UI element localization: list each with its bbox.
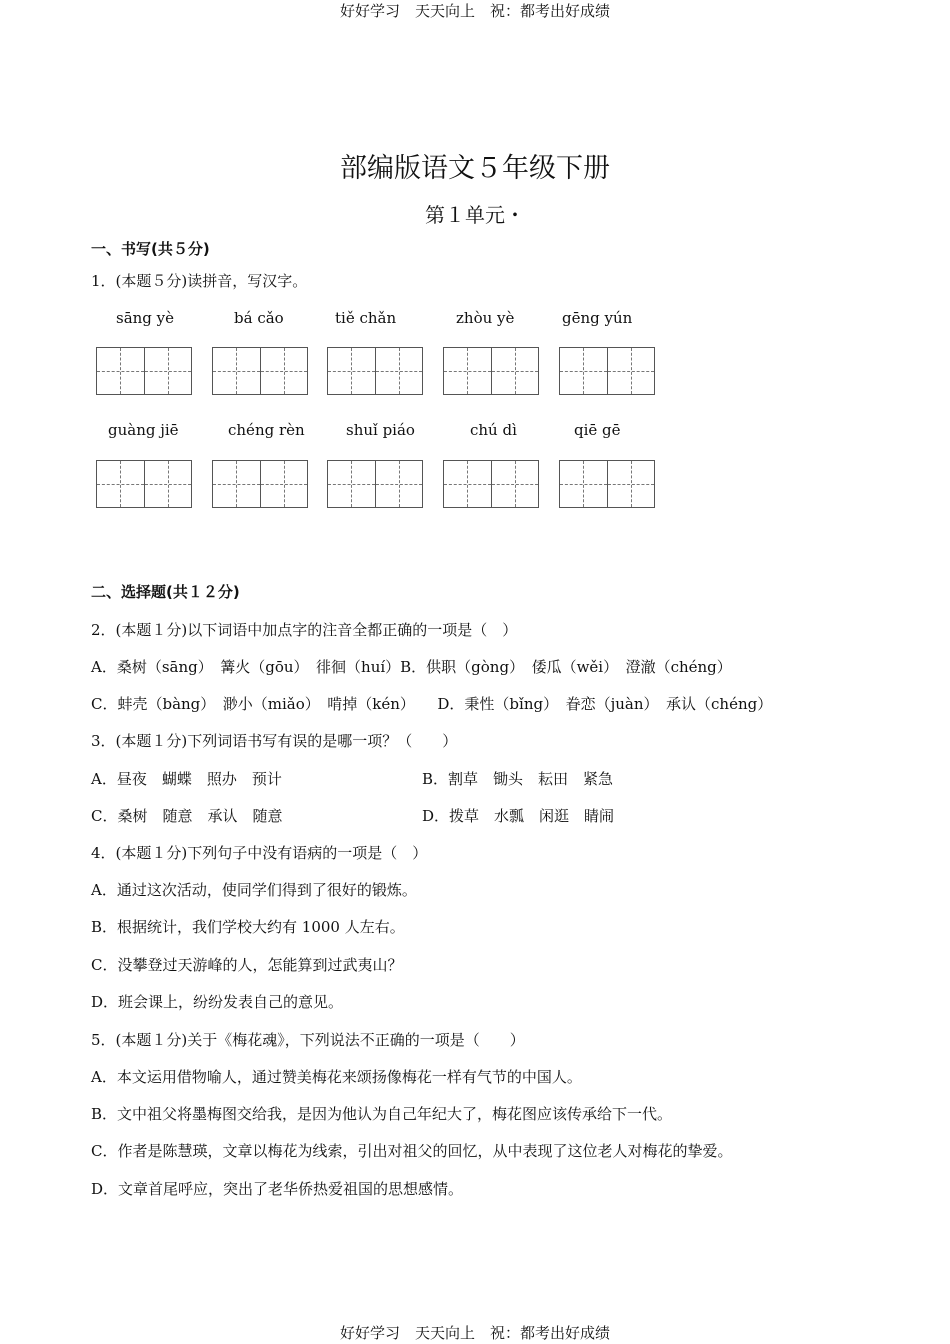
pinyin-label: chéng rèn [228,421,305,439]
page-footer: 好好学习 天天向上 祝：都考出好成绩 [339,1324,610,1342]
q4-option-d: D．班会课上，纷纷发表自己的意见。 [91,993,344,1011]
pinyin-label: gēng yún [562,309,633,327]
q2-stem: 2．(本题１分)以下词语中加点字的注音全都正确的一项是（ ） [91,621,518,639]
q5-option-a: A．本文运用借物喻人，通过赞美梅花来颂扬像梅花一样有气节的中国人。 [91,1068,582,1086]
q3-option-d: D．拨草 水瓢 闲逛 睛闹 [422,807,615,825]
q5-option-d: D．文章首尾呼应，突出了老华侨热爱祖国的思想感情。 [91,1180,464,1198]
pinyin-label: qiē gē [574,421,621,439]
writing-grid[interactable] [212,460,308,508]
q3-option-b: B．割草 锄头 耘田 紧急 [422,770,614,788]
pinyin-label: tiě chǎn [335,309,397,327]
writing-grid[interactable] [96,460,192,508]
page-title: 部编版语文５年级下册 [340,153,610,184]
q3-stem: 3．(本题１分)下列词语书写有误的是哪一项？（ ） [91,732,458,750]
q2-options-line1: A．桑树（sāng） 篝火（gōu） 徘徊（huí）B．供职（gòng） 倭瓜（wěi） 澄澈（chéng） [91,658,732,676]
q5-option-b: B．文中祖父将墨梅图交给我，是因为他认为自己年纪大了，梅花图应该传承给下一代。 [91,1105,673,1123]
pinyin-label: sāng yè [116,309,175,327]
q4-stem: 4．(本题１分)下列句子中没有语病的一项是（ ） [91,844,428,862]
writing-grid[interactable] [327,460,423,508]
writing-grid[interactable] [212,347,308,395]
writing-grid[interactable] [327,347,423,395]
q4-option-c: C．没攀登过天游峰的人，怎能算到过武夷山？ [91,956,403,974]
writing-grid[interactable] [96,347,192,395]
pinyin-label: chú dì [470,421,517,439]
pinyin-label: guàng jiē [108,421,179,439]
pinyin-label: shuǐ piáo [346,421,415,439]
writing-grid[interactable] [559,460,655,508]
q3-option-c: C．桑树 随意 承认 随意 [91,807,283,825]
q1-stem: 1．(本题５分)读拼音，写汉字。 [91,272,308,290]
page-header: 好好学习 天天向上 祝：都考出好成绩 [339,2,610,20]
pinyin-label: bá cǎo [234,309,284,327]
q4-option-a: A．通过这次活动，使同学们得到了很好的锻炼。 [91,881,417,899]
writing-grid[interactable] [443,460,539,508]
writing-grid[interactable] [559,347,655,395]
pinyin-label: zhòu yè [456,309,515,327]
q5-stem: 5．(本题１分)关于《梅花魂》，下列说法不正确的一项是（ ） [91,1031,525,1049]
q3-option-a: A．昼夜 蝴蝶 照办 预计 [91,770,282,788]
q4-option-b: B．根据统计，我们学校大约有 1000 人左右。 [91,918,405,936]
unit-title: 第１单元・ [425,203,525,227]
writing-grid[interactable] [443,347,539,395]
q2-options-line2: C．蚌壳（bàng） 渺小（miǎo） 啃掉（kén） D．秉性（bǐng） 眷恋（juàn） 承认（chéng） [91,695,773,713]
section2-heading: 二、选择题(共１２分) [91,583,240,601]
section1-heading: 一、书写(共５分) [91,240,210,258]
q5-option-c: C．作者是陈慧瑛，文章以梅花为线索，引出对祖父的回忆，从中表现了这位老人对梅花的挚爱。 [91,1142,733,1160]
